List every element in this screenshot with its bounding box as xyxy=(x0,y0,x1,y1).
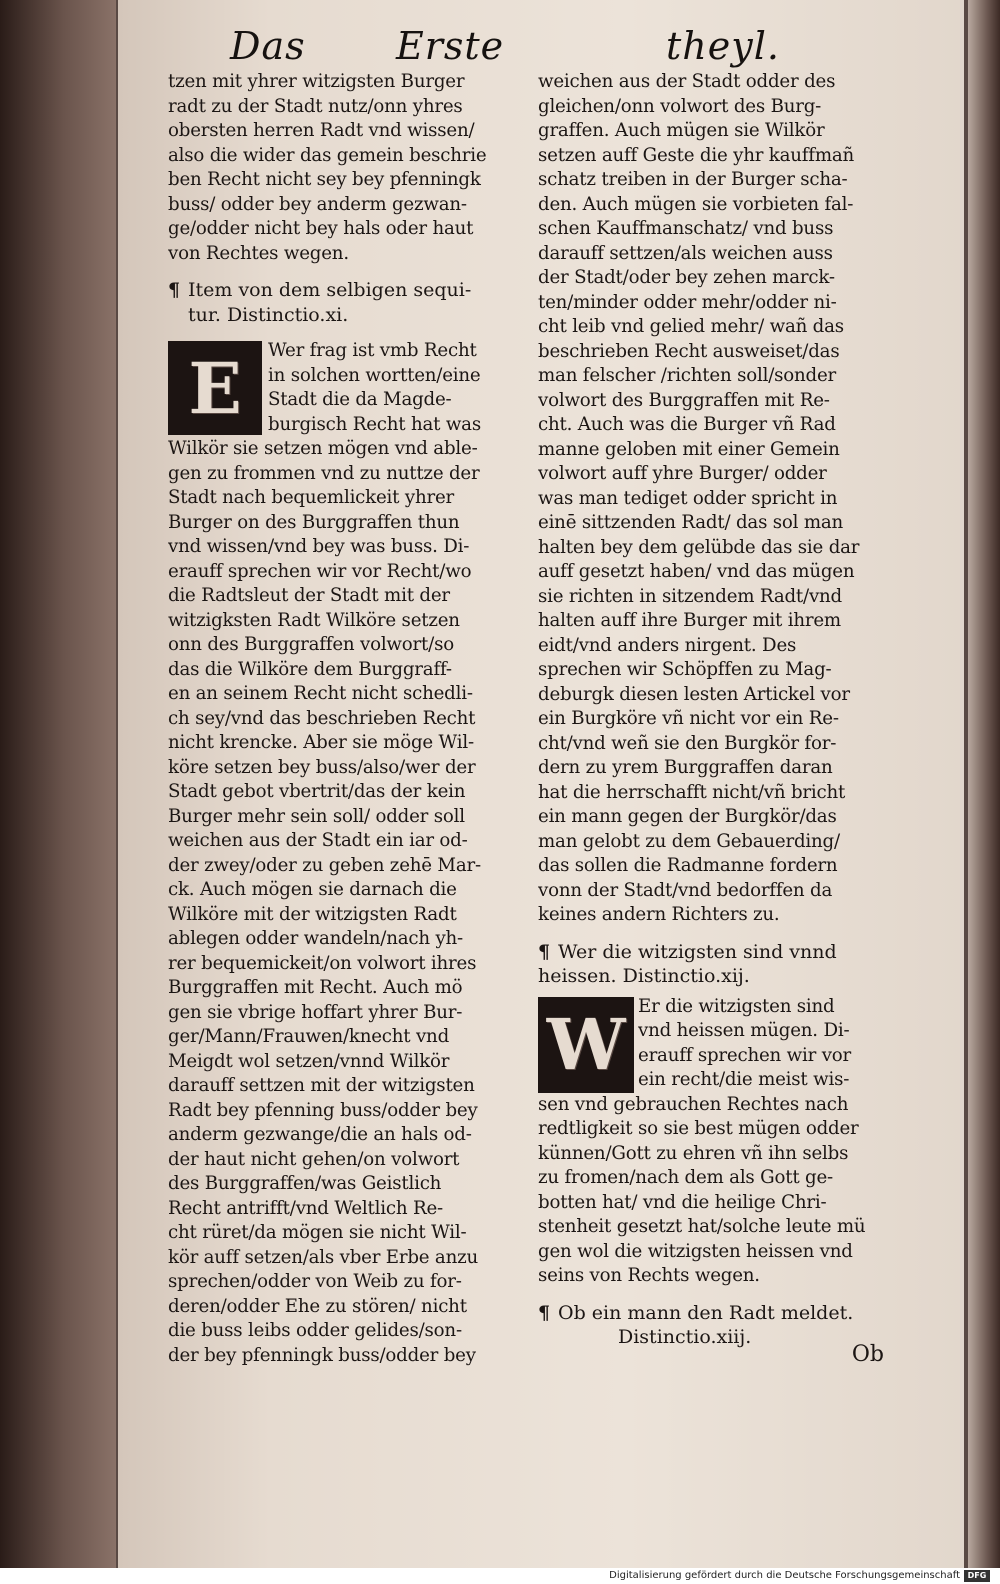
text-line: erauff sprechen wir vor xyxy=(638,1044,852,1066)
text-line: kör auff setzen/als vber Erbe anzu xyxy=(168,1246,478,1268)
section-heading-cont xyxy=(538,1325,894,1350)
section-heading-cont xyxy=(168,303,524,328)
text-line: onn des Burggraffen volwort/so xyxy=(168,634,454,655)
text-line: ein recht/die meist wis- xyxy=(638,1069,850,1090)
text-line: man gelobt zu dem Gebauerding/ xyxy=(538,830,840,852)
text-line: gen zu frommen vnd zu nuttze der xyxy=(168,462,480,484)
text-line: en an seinem Recht nicht schedli- xyxy=(168,683,473,704)
text-line: einē sittzenden Radt/ das sol man xyxy=(538,512,844,533)
text-line: Wilköre mit der witzigsten Radt xyxy=(168,903,457,925)
running-head-word: Erste xyxy=(396,24,505,68)
text-line: manne geloben mit einer Gemein xyxy=(538,438,840,460)
text-line: beschrieben Recht ausweiset/das xyxy=(538,340,840,362)
text-line: ein mann gegen der Burgkör/das xyxy=(538,806,837,827)
text-line: gleichen/onn volwort des Burg- xyxy=(538,95,822,117)
heading-text: Ob ein mann den Radt meldet. xyxy=(558,1301,854,1324)
text-line: der Stadt/oder bey zehen marck- xyxy=(538,267,835,288)
right-column xyxy=(538,70,894,1350)
text-line: der zwey/oder zu geben zehē Mar- xyxy=(168,854,481,876)
text-line: Wer frag ist vmb Recht xyxy=(268,340,477,361)
text-line: ten/minder odder mehr/odder ni- xyxy=(538,291,837,313)
text-line: deburgk diesen lesten Artickel vor xyxy=(538,683,850,705)
text-line: botten hat/ vnd die heilige Chri- xyxy=(538,1191,827,1213)
text-line: anderm gezwange/die an hals od- xyxy=(168,1124,472,1145)
text-line: in solchen wortten/eine xyxy=(268,364,481,386)
paragraph-with-initial xyxy=(168,339,524,437)
pilcrow-icon: ¶ xyxy=(538,940,551,963)
binding-edge xyxy=(0,0,116,1568)
heading-text: Wer die witzigsten sind vnnd xyxy=(558,940,837,963)
running-head-word: Das xyxy=(230,24,306,68)
text-line: darauff settzen/als weichen auss xyxy=(538,242,833,264)
text-line: die Radtsleut der Stadt mit der xyxy=(168,585,450,606)
decorated-initial-icon: W xyxy=(538,997,634,1093)
text-line: der haut nicht gehen/on volwort xyxy=(168,1148,460,1170)
text-line: den. Auch mügen sie vorbieten fal- xyxy=(538,193,854,215)
text-line: graffen. Auch mügen sie Wilkör xyxy=(538,120,825,141)
text-line: des Burggraffen/was Geistlich xyxy=(168,1173,442,1194)
text-line: sie richten in sitzendem Radt/vnd xyxy=(538,585,842,607)
text-line: Burggraffen mit Recht. Auch mö xyxy=(168,977,463,998)
text-line: die buss leibs odder gelides/son- xyxy=(168,1320,462,1341)
text-line: tzen mit yhrer witzigsten Burger xyxy=(168,71,465,92)
text-line: künnen/Gott zu ehren vñ ihn selbs xyxy=(538,1142,849,1164)
left-column xyxy=(168,70,524,1368)
text-line: vnd wissen/vnd bey was buss. Di- xyxy=(168,536,470,557)
text-line: der bey pfenningk buss/odder bey xyxy=(168,1344,476,1366)
text-line: weichen aus der Stadt ein iar od- xyxy=(168,830,468,851)
text-line: Wilkör sie setzen mögen vnd able- xyxy=(168,438,478,459)
text-line: auff gesetzt haben/ vnd das mügen xyxy=(538,561,855,582)
footer-bar xyxy=(0,1568,1000,1584)
text-line: eidt/vnd anders nirgent. Des xyxy=(538,634,797,656)
text-line: ge/odder nicht bey hals oder haut xyxy=(168,218,474,239)
left-top-text xyxy=(168,70,524,266)
text-line: gen wol die witzigsten heissen vnd xyxy=(538,1240,853,1262)
text-line: das die Wilköre dem Burggraff- xyxy=(168,658,452,680)
text-line: volwort auff yhre Burger/ odder xyxy=(538,463,827,484)
text-line: volwort des Burggraffen mit Re- xyxy=(538,389,830,411)
text-line: ck. Auch mögen sie darnach die xyxy=(168,879,457,900)
text-line: redtligkeit so sie best mügen odder xyxy=(538,1118,859,1139)
funding-note: Digitalisierung gefördert durch die Deutsche Forschungsgemeinschaft xyxy=(609,1570,960,1581)
text-line: deren/odder Ehe zu stören/ nicht xyxy=(168,1295,467,1317)
text-line: sprechen/odder von Weib zu for- xyxy=(168,1271,462,1292)
text-line: ben Recht nicht sey bey pfenningk xyxy=(168,169,481,190)
text-line: sen vnd gebrauchen Rechtes nach xyxy=(538,1093,849,1115)
page-stack-edge xyxy=(968,0,1000,1568)
text-line: ch sey/vnd das beschrieben Recht xyxy=(168,707,476,729)
right-top-text xyxy=(538,70,894,928)
text-line: köre setzen bey buss/also/wer der xyxy=(168,756,476,778)
text-line: Burger on des Burggraffen thun xyxy=(168,511,460,533)
text-line: rer bequemickeit/on volwort ihres xyxy=(168,952,477,974)
text-line: sprechen wir Schöpffen zu Mag- xyxy=(538,659,832,680)
text-line: keines andern Richters zu. xyxy=(538,904,780,925)
pilcrow-icon: ¶ xyxy=(538,1301,551,1324)
text-line: schen Kauffmanschatz/ vnd buss xyxy=(538,218,834,239)
text-line: darauff settzen mit der witzigsten xyxy=(168,1075,475,1096)
text-line: Stadt gebot vbertrit/das der kein xyxy=(168,781,466,802)
heading-text: tur. Distinctio.xi. xyxy=(188,303,349,326)
book-page xyxy=(118,0,964,1568)
text-line: witzigksten Radt Wilköre setzen xyxy=(168,609,460,631)
text-line: ablegen odder wandeln/nach yh- xyxy=(168,928,463,949)
text-line: von Rechtes wegen. xyxy=(168,242,349,264)
text-line: radt zu der Stadt nutz/onn yhres xyxy=(168,95,463,117)
heading-text: Distinctio.xiij. xyxy=(618,1326,752,1348)
text-line: man felscher /richten soll/sonder xyxy=(538,365,837,386)
catchword: Ob xyxy=(851,1342,884,1367)
left-main-text xyxy=(168,437,524,1368)
text-line: also die wider das gemein beschrie xyxy=(168,144,487,166)
text-line: halten bey dem gelübde das sie dar xyxy=(538,536,860,558)
text-line: Stadt die da Magde- xyxy=(268,389,452,410)
text-line: hat die herrschafft nicht/vñ bricht xyxy=(538,781,846,803)
text-line: Burger mehr sein soll/ odder soll xyxy=(168,805,465,827)
text-line: dern zu yrem Burggraffen daran xyxy=(538,757,833,778)
section-heading xyxy=(168,278,524,303)
dfg-logo-icon: DFG xyxy=(964,1570,990,1582)
text-line: gen sie vbrige hoffart yhrer Bur- xyxy=(168,1001,463,1023)
text-line: Radt bey pfenning buss/odder bey xyxy=(168,1099,478,1121)
text-line: vonn der Stadt/vnd bedorffen da xyxy=(538,879,833,901)
text-line: stenheit gesetzt hat/solche leute mü xyxy=(538,1216,866,1237)
text-line: schatz treiben in der Burger scha- xyxy=(538,169,848,190)
text-line: setzen auff Geste die yhr kauffmañ xyxy=(538,144,855,166)
text-line: seins von Rechts wegen. xyxy=(538,1265,760,1286)
paragraph-with-initial xyxy=(538,995,894,1093)
text-line: zu fromen/nach dem als Gott ge- xyxy=(538,1167,833,1188)
text-line: cht rüret/da mögen sie nicht Wil- xyxy=(168,1222,467,1243)
text-line: cht/vnd weñ sie den Burgkör for- xyxy=(538,732,837,754)
pilcrow-icon: ¶ xyxy=(168,279,181,301)
text-line: cht leib vnd gelied mehr/ wañ das xyxy=(538,316,844,337)
running-head-word: theyl. xyxy=(666,24,780,68)
text-line: Er die witzigsten sind xyxy=(638,995,835,1017)
section-heading-cont xyxy=(538,964,894,989)
text-line: cht. Auch was die Burger vñ Rad xyxy=(538,414,836,435)
running-head xyxy=(118,10,964,70)
heading-text: Item von dem selbigen sequi- xyxy=(188,279,472,301)
text-line: Recht antrifft/vnd Weltlich Re- xyxy=(168,1197,443,1219)
text-line: Stadt nach bequemlickeit yhrer xyxy=(168,487,455,508)
text-line: erauff sprechen wir vor Recht/wo xyxy=(168,560,472,582)
text-line: was man tediget odder spricht in xyxy=(538,487,838,509)
text-line: halten auff ihre Burger mit ihrem xyxy=(538,610,841,631)
text-line: burgisch Recht hat was xyxy=(268,413,481,435)
decorated-initial-icon: E xyxy=(168,341,262,435)
section-heading xyxy=(538,1301,894,1326)
text-line: nicht krencke. Aber sie möge Wil- xyxy=(168,732,474,753)
text-line: ger/Mann/Frauwen/knecht vnd xyxy=(168,1026,450,1047)
text-line: vnd heissen mügen. Di- xyxy=(638,1020,850,1041)
text-line: obersten herren Radt vnd wissen/ xyxy=(168,120,475,141)
heading-text: heissen. Distinctio.xij. xyxy=(538,965,750,987)
right-main-text xyxy=(538,1093,894,1289)
text-line: ein Burgköre vñ nicht vor ein Re- xyxy=(538,708,839,729)
text-line: Meigdt wol setzen/vnnd Wilkör xyxy=(168,1050,450,1072)
text-line: das sollen die Radmanne fordern xyxy=(538,855,838,876)
section-heading xyxy=(538,940,894,965)
text-line: buss/ odder bey anderm gezwan- xyxy=(168,193,467,215)
text-line: weichen aus der Stadt odder des xyxy=(538,71,836,92)
